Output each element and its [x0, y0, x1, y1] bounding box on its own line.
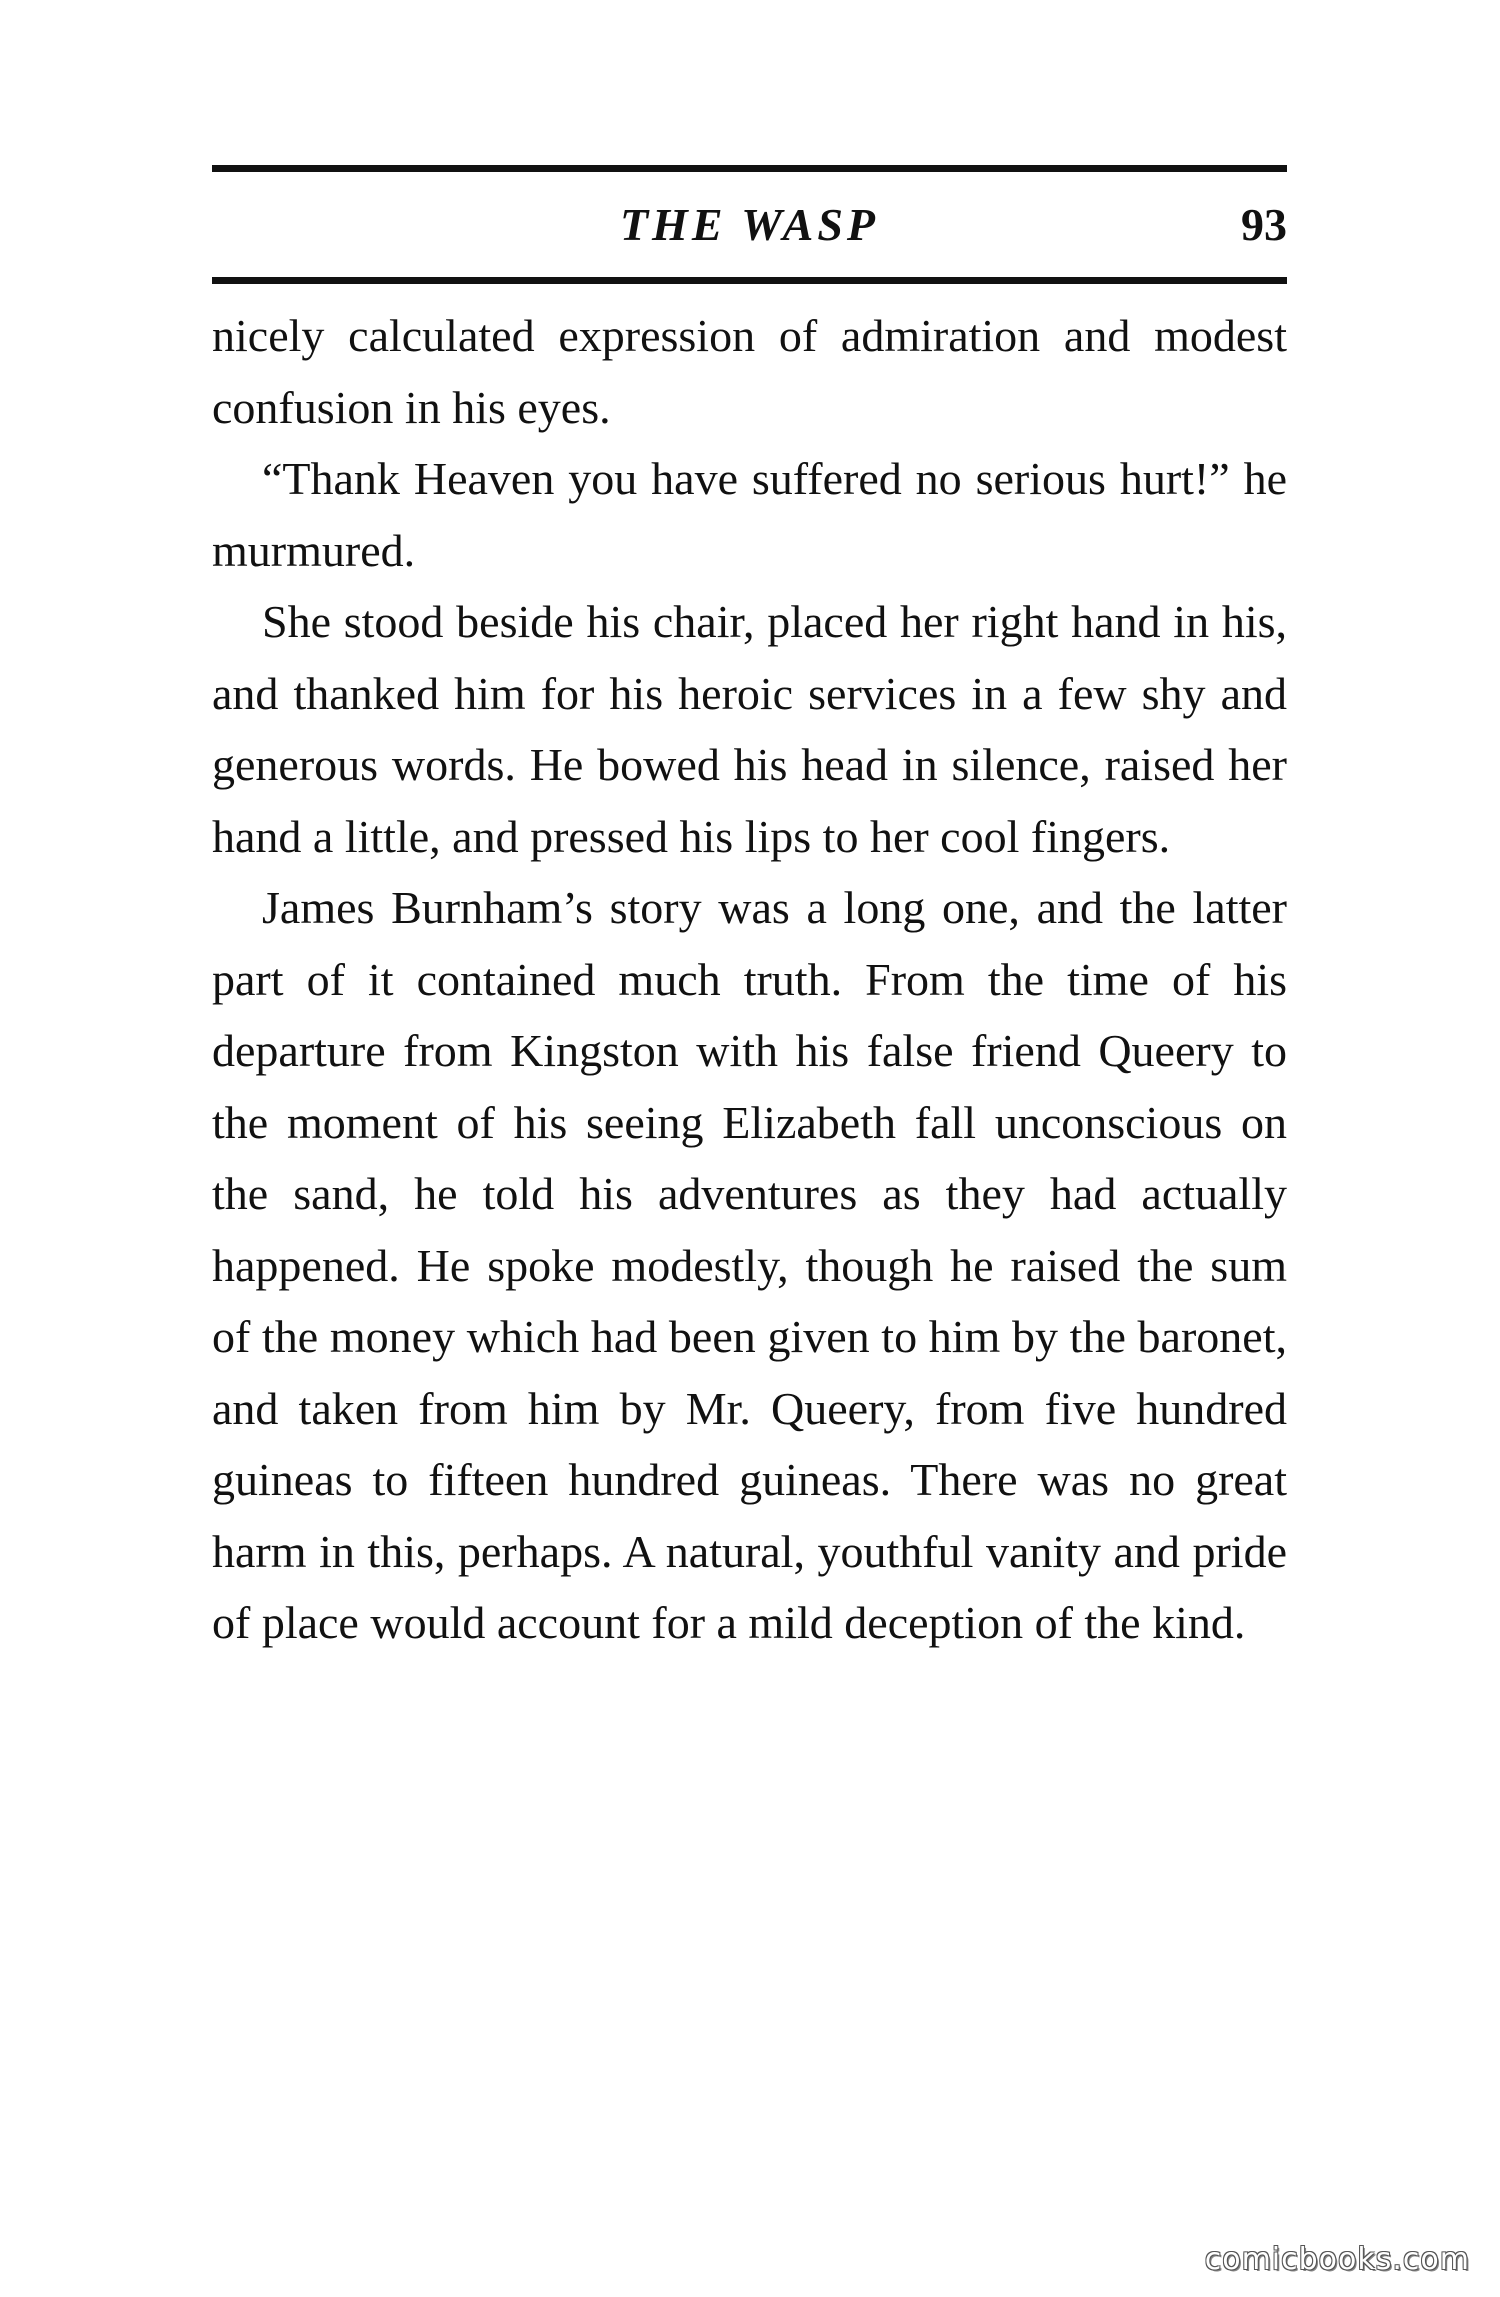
- page-number: 93: [1241, 199, 1287, 250]
- running-head-title: THE WASP: [619, 199, 880, 250]
- watermark-logo: comicbooks.com: [1204, 2242, 1470, 2277]
- paragraph-continuation: nicely calculated expression of admiration and modest confusion in his eyes.: [212, 310, 1287, 433]
- paragraph: She stood beside his chair, placed her right hand in his, and thanked him for his heroic services in a few shy and generous words. He bowed his head in silence, raised her hand a little, and pressed his lips to her cool fingers.: [212, 596, 1287, 862]
- running-head: [212, 190, 1287, 260]
- header-top-rule: [212, 165, 1287, 172]
- header-bottom-rule: [212, 277, 1287, 284]
- body-text: [212, 300, 1287, 1659]
- paragraph-dialogue: “Thank Heaven you have suffered no serious hurt!” he murmured.: [212, 453, 1287, 576]
- paragraph: James Burnham’s story was a long one, and the latter part of it contained much truth. From the time of his departure from Kingston with his false friend Queery to the moment of his seeing Elizabeth fall unconscious on the sand, he told his adventures as they had actually happened. He spoke modestly, though he raised the sum of the money which had been given to him by the baronet, and taken from him by Mr. Queery, from five hundred guineas to fifteen hundred guineas. There was no great harm in this, perhaps. A natural, youthful vanity and pride of place would account for a mild deception of the kind.: [212, 882, 1287, 1648]
